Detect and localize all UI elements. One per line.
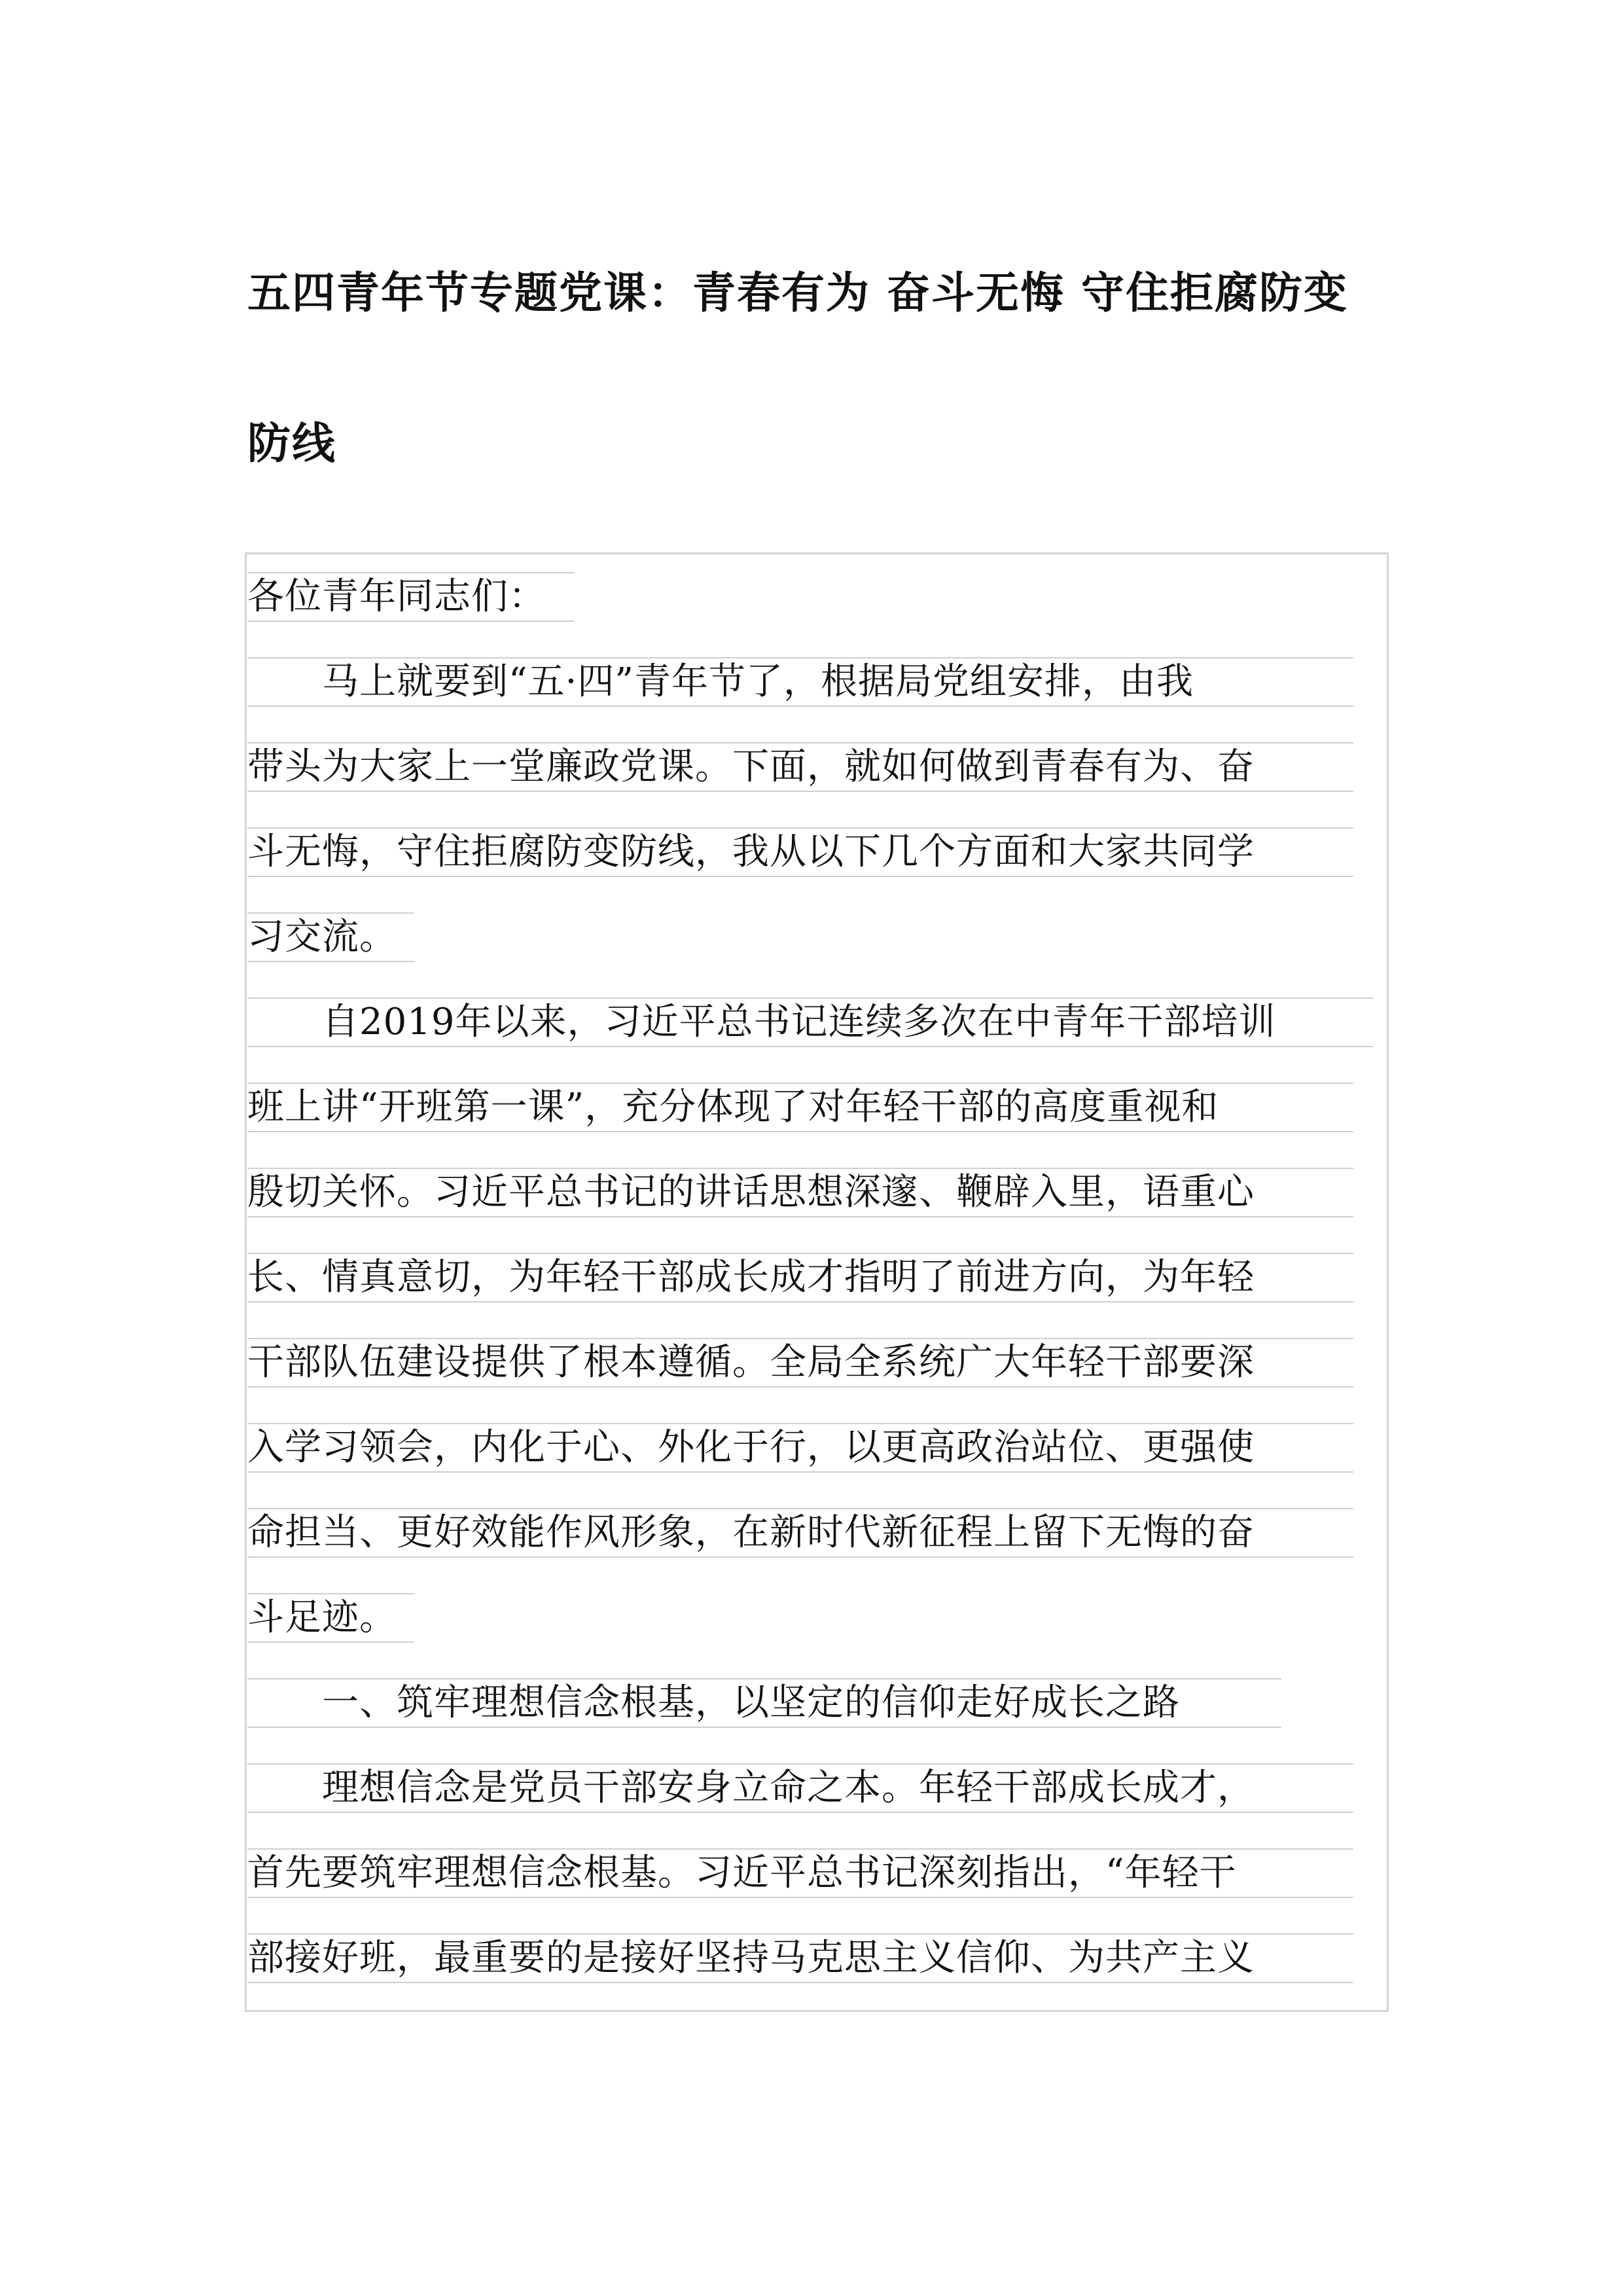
text-line: 干部队伍建设提供了根本遵循。全局全系统广大年轻干部要深 — [247, 1338, 1353, 1388]
text-line: 班上讲“开班第一课”，充分体现了对年轻干部的高度重视和 — [247, 1083, 1353, 1132]
section-heading: 一、筑牢理想信念根基，以坚定的信仰走好成长之路 — [247, 1678, 1281, 1728]
title-line: 五四青年节专题党课：青春有为 奋斗无悔 守住拒腐防变 — [247, 268, 1348, 318]
text-line: 命担当、更好效能作风形象，在新时代新征程上留下无悔的奋 — [247, 1508, 1353, 1558]
text-line: 部接好班，最重要的是接好坚持马克思主义信仰、为共产主义 — [247, 1933, 1353, 1983]
text-line: 各位青年同志们： — [247, 572, 575, 622]
text-line: 长、情真意切，为年轻干部成长成才指明了前进方向，为年轻 — [247, 1253, 1353, 1302]
title-line: 防线 — [247, 418, 336, 469]
text-line: 入学习领会，内化于心、外化于行，以更高政治站位、更强使 — [247, 1423, 1353, 1473]
text-line: 殷切关怀。习近平总书记的讲话思想深邃、鞭辟入里，语重心 — [247, 1168, 1353, 1217]
text-line: 斗无悔，守住拒腐防变防线，我从以下几个方面和大家共同学 — [247, 827, 1353, 877]
text-line: 习交流。 — [247, 912, 414, 962]
text-line: 首先要筑牢理想信念根基。习近平总书记深刻指出，“年轻干 — [247, 1848, 1353, 1898]
text-line: 自2019年以来，习近平总书记连续多次在中青年干部培训 — [247, 997, 1373, 1047]
text-line: 斗足迹。 — [247, 1593, 414, 1643]
text-line: 马上就要到“五·四”青年节了，根据局党组安排，由我 — [247, 657, 1353, 707]
document-title — [247, 255, 1399, 481]
text-line: 带头为大家上一堂廉政党课。下面，就如何做到青春有为、奋 — [247, 742, 1353, 792]
text-line: 理想信念是党员干部安身立命之本。年轻干部成长成才， — [247, 1763, 1353, 1813]
